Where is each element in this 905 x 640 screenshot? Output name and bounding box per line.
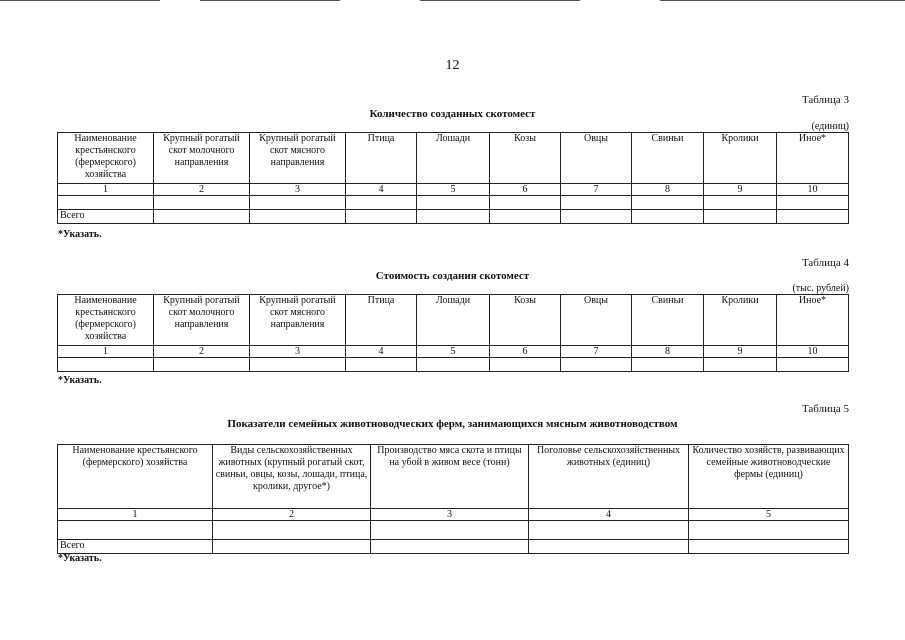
- table3-header-row: [58, 133, 849, 184]
- table5-number-cell: 3: [371, 509, 529, 521]
- table5-header-cell: Поголовье сельскохозяйственных животных (единиц): [529, 445, 689, 509]
- table4-header-cell: Крупный рогатый скот мясного направления: [250, 295, 346, 346]
- table3-header-cell: Козы: [490, 133, 561, 184]
- table5-header-cell: Количество хозяйств, развивающих семейные животноводческие фермы (единиц): [689, 445, 849, 509]
- table4-header-cell: Овцы: [561, 295, 632, 346]
- table3-header-cell: Крупный рогатый скот молочного направления: [154, 133, 250, 184]
- table4-header-cell: Крупный рогатый скот молочного направления: [154, 295, 250, 346]
- table4-footnote: *Указать.: [58, 375, 102, 386]
- table5-header-cell: Наименование крестьянского (фермерского) хозяйства: [58, 445, 213, 509]
- table3-header-cell: Кролики: [704, 133, 777, 184]
- table4-number-cell: 4: [346, 346, 417, 358]
- table4-number-cell: 1: [58, 346, 154, 358]
- table4-number-cell: 9: [704, 346, 777, 358]
- table5-number-row: [58, 509, 849, 521]
- table3-header-cell: Овцы: [561, 133, 632, 184]
- table3-header-cell: Крупный рогатый скот мясного направления: [250, 133, 346, 184]
- table4-number-cell: 10: [777, 346, 849, 358]
- table3-total-row: [58, 210, 849, 224]
- table3-number-cell: 3: [250, 184, 346, 196]
- table3-number-cell: 6: [490, 184, 561, 196]
- table4-header-cell: Иное*: [777, 295, 849, 346]
- table4-number-cell: 6: [490, 346, 561, 358]
- table3-number-cell: 9: [704, 184, 777, 196]
- table3-number-cell: 8: [632, 184, 704, 196]
- table3-number-cell: 10: [777, 184, 849, 196]
- table4-number-cell: 5: [417, 346, 490, 358]
- table4-number-cell: 8: [632, 346, 704, 358]
- table4-number-row: [58, 346, 849, 358]
- table3-header-cell: Наименование крестьянского (фермерского) хозяйства: [58, 133, 154, 184]
- table4-number-cell: 7: [561, 346, 632, 358]
- table4-header-cell: Птица: [346, 295, 417, 346]
- table3-unit: (единиц): [811, 121, 849, 132]
- table5-header-cell: Производство мяса скота и птицы на убой в живом весе (тонн): [371, 445, 529, 509]
- table3-number-cell: 5: [417, 184, 490, 196]
- table4-header-cell: Козы: [490, 295, 561, 346]
- table3-caption: Количество созданных скотомест: [369, 108, 536, 120]
- table5-number-cell: 4: [529, 509, 689, 521]
- page-edge-line: [200, 0, 340, 1]
- table4-header-cell: Наименование крестьянского (фермерского) хозяйства: [58, 295, 154, 346]
- table3: [57, 132, 849, 224]
- table4: [57, 294, 849, 372]
- table5-empty-row: [58, 521, 849, 540]
- table3-number-cell: 2: [154, 184, 250, 196]
- table3-header-cell: Свиньи: [632, 133, 704, 184]
- table5-number-cell: 1: [58, 509, 213, 521]
- table3-number-cell: 1: [58, 184, 154, 196]
- table3-header-cell: Птица: [346, 133, 417, 184]
- page-edge-line: [660, 0, 905, 1]
- table3-total-label: Всего: [58, 210, 154, 224]
- table4-label: Таблица 4: [801, 257, 849, 269]
- page-number: 12: [445, 58, 460, 73]
- table4-header-row: [58, 295, 849, 346]
- page-edge-line: [0, 0, 160, 1]
- table5-header-row: [58, 445, 849, 509]
- table3-number-row: [58, 184, 849, 196]
- table3-header-cell: Иное*: [777, 133, 849, 184]
- table5-caption: Показатели семейных животноводческих ферм, занимающихся мясным животноводством: [227, 418, 678, 430]
- table3-number-cell: 7: [561, 184, 632, 196]
- table5-label: Таблица 5: [801, 403, 849, 415]
- table3-number-cell: 4: [346, 184, 417, 196]
- table5-number-cell: 2: [213, 509, 371, 521]
- table4-header-cell: Лошади: [417, 295, 490, 346]
- table4-header-cell: Свиньи: [632, 295, 704, 346]
- table4-caption: Стоимость создания скотомест: [375, 270, 530, 282]
- table4-empty-row: [58, 358, 849, 372]
- table4-unit: (тыс. рублей): [792, 283, 849, 294]
- table3-header-cell: Лошади: [417, 133, 490, 184]
- table4-number-cell: 3: [250, 346, 346, 358]
- table5-number-cell: 5: [689, 509, 849, 521]
- table3-empty-row: [58, 196, 849, 210]
- table5-total-row: [58, 540, 849, 554]
- table5-footnote: *Указать.: [58, 553, 102, 564]
- table3-label: Таблица 3: [801, 94, 849, 106]
- table4-number-cell: 2: [154, 346, 250, 358]
- table5-total-label: Всего: [58, 540, 213, 554]
- table3-footnote: *Указать.: [58, 229, 102, 240]
- table4-header-cell: Кролики: [704, 295, 777, 346]
- table5-header-cell: Виды сельскохозяйственных животных (крупный рогатый скот, свиньи, овцы, козы, лошади, птица, кролики, другое*): [213, 445, 371, 509]
- page-edge-line: [420, 0, 580, 1]
- table5: [57, 444, 849, 554]
